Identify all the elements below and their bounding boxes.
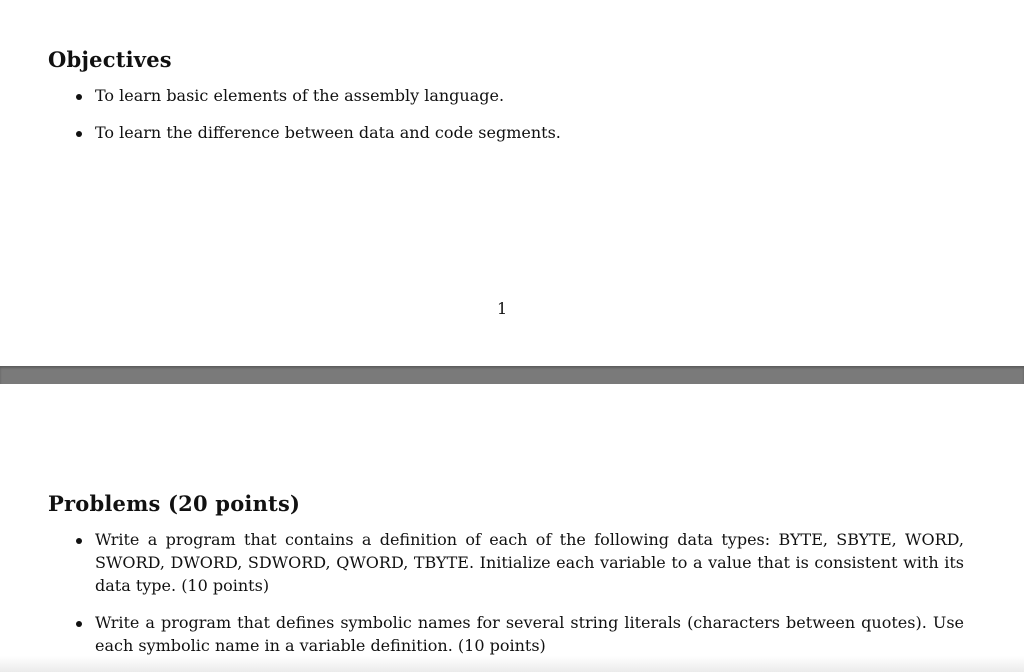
problems-list [74,528,964,671]
objectives-list [74,84,964,158]
list-item: Write a program that contains a definition of each of the following data types: BYTE, SBYTE, WORD, SWORD, DWORD, SDWORD, QWORD, TBYTE. Initialize each variable to a value that is consistent with its data type. (10 points) [74,528,964,597]
objectives-heading: Objectives [48,47,172,72]
page-number: 1 [497,299,508,318]
page-separator [0,366,1024,384]
list-item: Write a program that defines symbolic names for several string literals (characters between quotes). Use each symbolic name in a variable definition. (10 points) [74,611,964,657]
list-item: To learn basic elements of the assembly language. [74,84,964,107]
list-item: To learn the difference between data and code segments. [74,121,964,144]
bottom-fade [0,656,1024,672]
problems-heading: Problems (20 points) [48,491,301,516]
